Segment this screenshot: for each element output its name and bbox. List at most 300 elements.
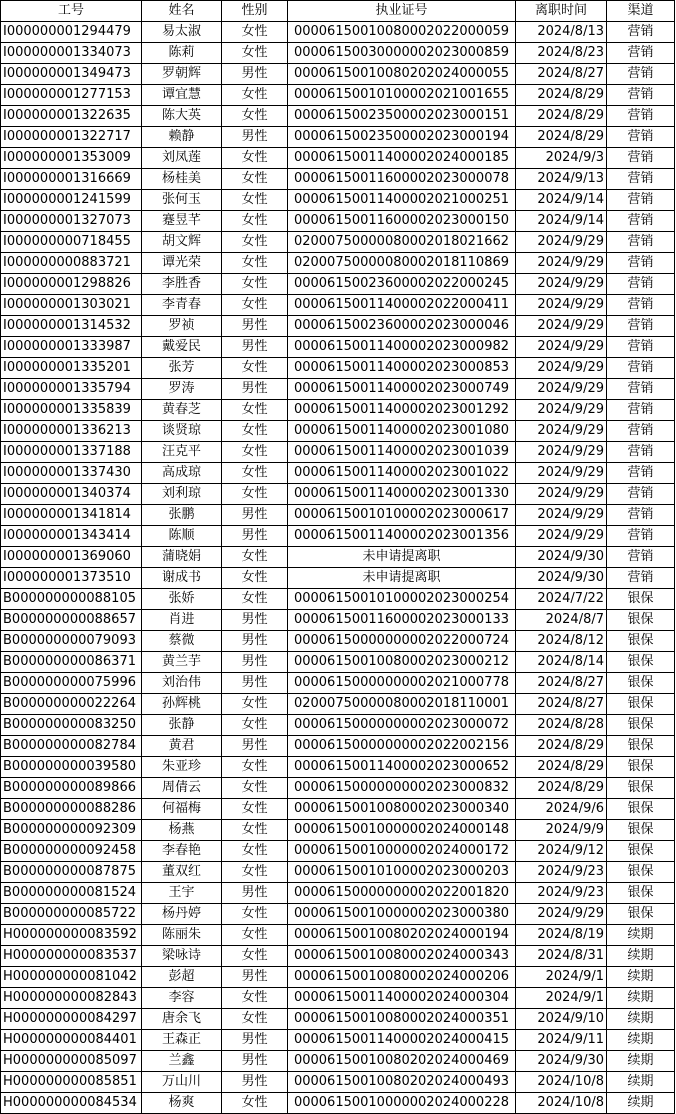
channel-cell: 营销 <box>607 169 675 190</box>
resign-date-cell: 2024/9/1 <box>516 988 607 1009</box>
employee-id-cell: I000000001335794 <box>1 379 142 400</box>
header-channel: 渠道 <box>607 1 675 22</box>
gender-cell: 女性 <box>222 295 288 316</box>
channel-cell: 营销 <box>607 295 675 316</box>
channel-cell: 营销 <box>607 232 675 253</box>
name-cell: 彭超 <box>142 967 222 988</box>
license-number-cell: 未申请提离职 <box>288 568 516 589</box>
employee-id-cell: I000000001334073 <box>1 43 142 64</box>
employee-id-cell: B000000000085722 <box>1 904 142 925</box>
channel-cell: 银保 <box>607 652 675 673</box>
license-number-cell: 00006150011600002023000078 <box>288 169 516 190</box>
name-cell: 蒲晓娟 <box>142 547 222 568</box>
name-cell: 张芳 <box>142 358 222 379</box>
channel-cell: 银保 <box>607 820 675 841</box>
gender-cell: 女性 <box>222 547 288 568</box>
table-row <box>1 211 675 232</box>
employee-id-cell: I000000001337188 <box>1 442 142 463</box>
resign-date-cell: 2024/8/28 <box>516 715 607 736</box>
name-cell: 杨爽 <box>142 1093 222 1114</box>
gender-cell: 男性 <box>222 316 288 337</box>
resign-date-cell: 2024/8/29 <box>516 736 607 757</box>
employee-id-cell: B000000000022264 <box>1 694 142 715</box>
employee-id-cell: I000000001322635 <box>1 106 142 127</box>
channel-cell: 营销 <box>607 505 675 526</box>
employee-id-cell: I000000001298826 <box>1 274 142 295</box>
table-row <box>1 631 675 652</box>
channel-cell: 营销 <box>607 337 675 358</box>
table-row <box>1 85 675 106</box>
license-number-cell: 未申请提离职 <box>288 547 516 568</box>
gender-cell: 女性 <box>222 841 288 862</box>
table-row <box>1 463 675 484</box>
gender-cell: 女性 <box>222 862 288 883</box>
license-number-cell: 00006150010000002023000380 <box>288 904 516 925</box>
table-row <box>1 568 675 589</box>
name-cell: 赖静 <box>142 127 222 148</box>
name-cell: 王宇 <box>142 883 222 904</box>
employee-id-cell: I000000000718455 <box>1 232 142 253</box>
resign-date-cell: 2024/9/29 <box>516 421 607 442</box>
employee-id-cell: H000000000084401 <box>1 1030 142 1051</box>
license-number-cell: 00006150011400002023001022 <box>288 463 516 484</box>
table-row <box>1 736 675 757</box>
resign-date-cell: 2024/8/14 <box>516 652 607 673</box>
name-cell: 刘治伟 <box>142 673 222 694</box>
employee-id-cell: H000000000083537 <box>1 946 142 967</box>
table-row <box>1 904 675 925</box>
gender-cell: 女性 <box>222 694 288 715</box>
name-cell: 陈大英 <box>142 106 222 127</box>
resign-date-cell: 2024/9/29 <box>516 295 607 316</box>
employee-id-cell: I000000001314532 <box>1 316 142 337</box>
license-number-cell: 00006150011400002023001330 <box>288 484 516 505</box>
gender-cell: 女性 <box>222 232 288 253</box>
table-row <box>1 1030 675 1051</box>
name-cell: 朱亚珍 <box>142 757 222 778</box>
resign-date-cell: 2024/9/3 <box>516 148 607 169</box>
gender-cell: 女性 <box>222 253 288 274</box>
name-cell: 刘凤莲 <box>142 148 222 169</box>
resign-date-cell: 2024/9/29 <box>516 904 607 925</box>
name-cell: 何福梅 <box>142 799 222 820</box>
table-row <box>1 673 675 694</box>
license-number-cell: 02000750000080002018110869 <box>288 253 516 274</box>
name-cell: 陈丽朱 <box>142 925 222 946</box>
employee-id-cell: I000000001349473 <box>1 64 142 85</box>
name-cell: 杨燕 <box>142 820 222 841</box>
gender-cell: 男性 <box>222 631 288 652</box>
channel-cell: 营销 <box>607 442 675 463</box>
license-number-cell: 02000750000080002018110001 <box>288 694 516 715</box>
employee-id-cell: I000000001316669 <box>1 169 142 190</box>
employee-id-cell: B000000000092309 <box>1 820 142 841</box>
channel-cell: 银保 <box>607 862 675 883</box>
header-employee-id: 工号 <box>1 1 142 22</box>
gender-cell: 女性 <box>222 169 288 190</box>
employee-id-cell: H000000000081042 <box>1 967 142 988</box>
gender-cell: 女性 <box>222 421 288 442</box>
license-number-cell: 00006150011400002023001292 <box>288 400 516 421</box>
channel-cell: 银保 <box>607 757 675 778</box>
name-cell: 黄君 <box>142 736 222 757</box>
resign-date-cell: 2024/9/6 <box>516 799 607 820</box>
resign-date-cell: 2024/9/14 <box>516 190 607 211</box>
gender-cell: 男性 <box>222 64 288 85</box>
gender-cell: 女性 <box>222 988 288 1009</box>
table-row <box>1 1051 675 1072</box>
employee-id-cell: B000000000088657 <box>1 610 142 631</box>
employee-id-cell: I000000001341814 <box>1 505 142 526</box>
channel-cell: 续期 <box>607 925 675 946</box>
resign-date-cell: 2024/8/13 <box>516 22 607 43</box>
name-cell: 梁咏诗 <box>142 946 222 967</box>
channel-cell: 续期 <box>607 967 675 988</box>
resign-date-cell: 2024/8/27 <box>516 694 607 715</box>
license-number-cell: 00006150010000002024000148 <box>288 820 516 841</box>
table-row <box>1 1009 675 1030</box>
table-row <box>1 127 675 148</box>
channel-cell: 营销 <box>607 400 675 421</box>
name-cell: 张娇 <box>142 589 222 610</box>
gender-cell: 女性 <box>222 925 288 946</box>
gender-cell: 女性 <box>222 463 288 484</box>
header-license-number: 执业证号 <box>288 1 516 22</box>
gender-cell: 女性 <box>222 1093 288 1114</box>
resign-date-cell: 2024/9/30 <box>516 547 607 568</box>
channel-cell: 营销 <box>607 22 675 43</box>
channel-cell: 营销 <box>607 106 675 127</box>
channel-cell: 营销 <box>607 253 675 274</box>
employee-id-cell: B000000000086371 <box>1 652 142 673</box>
channel-cell: 营销 <box>607 64 675 85</box>
table-row <box>1 841 675 862</box>
name-cell: 罗涛 <box>142 379 222 400</box>
license-number-cell: 00006150011400002021000251 <box>288 190 516 211</box>
channel-cell: 续期 <box>607 1009 675 1030</box>
license-number-cell: 00006150010080002023000340 <box>288 799 516 820</box>
name-cell: 蹇昱芊 <box>142 211 222 232</box>
name-cell: 李青春 <box>142 295 222 316</box>
resign-date-cell: 2024/8/29 <box>516 778 607 799</box>
employee-id-cell: B000000000039580 <box>1 757 142 778</box>
channel-cell: 营销 <box>607 463 675 484</box>
resign-date-cell: 2024/9/29 <box>516 358 607 379</box>
employee-id-cell: I000000001294479 <box>1 22 142 43</box>
gender-cell: 女性 <box>222 442 288 463</box>
gender-cell: 男性 <box>222 337 288 358</box>
gender-cell: 女性 <box>222 190 288 211</box>
employee-id-cell: I000000001343414 <box>1 526 142 547</box>
header-name: 姓名 <box>142 1 222 22</box>
license-number-cell: 00006150000000002022001820 <box>288 883 516 904</box>
employee-id-cell: I000000001353009 <box>1 148 142 169</box>
resign-date-cell: 2024/9/29 <box>516 274 607 295</box>
license-number-cell: 00006150010000002024000228 <box>288 1093 516 1114</box>
channel-cell: 续期 <box>607 988 675 1009</box>
table-row <box>1 862 675 883</box>
gender-cell: 女性 <box>222 904 288 925</box>
license-number-cell: 00006150010080202024000055 <box>288 64 516 85</box>
table-row <box>1 715 675 736</box>
license-number-cell: 00006150000000002022002156 <box>288 736 516 757</box>
table-row <box>1 778 675 799</box>
license-number-cell: 00006150011400002023001080 <box>288 421 516 442</box>
employee-id-cell: H000000000085097 <box>1 1051 142 1072</box>
employee-id-cell: B000000000087875 <box>1 862 142 883</box>
employee-id-cell: I000000001340374 <box>1 484 142 505</box>
license-number-cell: 00006150010080002022000059 <box>288 22 516 43</box>
channel-cell: 银保 <box>607 631 675 652</box>
license-number-cell: 00006150010080002024000343 <box>288 946 516 967</box>
resign-date-cell: 2024/8/31 <box>516 946 607 967</box>
employee-id-cell: B000000000089866 <box>1 778 142 799</box>
channel-cell: 营销 <box>607 274 675 295</box>
header-row <box>1 1 675 22</box>
name-cell: 刘利琼 <box>142 484 222 505</box>
table-row <box>1 946 675 967</box>
gender-cell: 女性 <box>222 715 288 736</box>
table-row <box>1 22 675 43</box>
gender-cell: 女性 <box>222 757 288 778</box>
table-row <box>1 925 675 946</box>
gender-cell: 女性 <box>222 799 288 820</box>
gender-cell: 女性 <box>222 589 288 610</box>
employee-id-cell: B000000000079093 <box>1 631 142 652</box>
license-number-cell: 00006150011400002024000415 <box>288 1030 516 1051</box>
channel-cell: 营销 <box>607 379 675 400</box>
license-number-cell: 00006150010100002023000617 <box>288 505 516 526</box>
table-row <box>1 694 675 715</box>
channel-cell: 续期 <box>607 1093 675 1114</box>
channel-cell: 营销 <box>607 148 675 169</box>
resign-date-cell: 2024/8/27 <box>516 64 607 85</box>
name-cell: 罗朝辉 <box>142 64 222 85</box>
channel-cell: 续期 <box>607 1072 675 1093</box>
gender-cell: 男性 <box>222 379 288 400</box>
name-cell: 黄兰芋 <box>142 652 222 673</box>
gender-cell: 女性 <box>222 946 288 967</box>
name-cell: 周倩云 <box>142 778 222 799</box>
resign-date-cell: 2024/9/14 <box>516 211 607 232</box>
channel-cell: 银保 <box>607 799 675 820</box>
employee-id-cell: I000000001241599 <box>1 190 142 211</box>
table-row <box>1 169 675 190</box>
channel-cell: 续期 <box>607 946 675 967</box>
table-row <box>1 526 675 547</box>
table-row <box>1 757 675 778</box>
name-cell: 胡文辉 <box>142 232 222 253</box>
gender-cell: 男性 <box>222 1030 288 1051</box>
license-number-cell: 00006150011600002023000150 <box>288 211 516 232</box>
gender-cell: 女性 <box>222 106 288 127</box>
header-resign-date: 离职时间 <box>516 1 607 22</box>
employee-id-cell: B000000000088286 <box>1 799 142 820</box>
employee-id-cell: H000000000084297 <box>1 1009 142 1030</box>
resign-date-cell: 2024/9/29 <box>516 379 607 400</box>
resign-date-cell: 2024/8/12 <box>516 631 607 652</box>
employee-id-cell: H000000000084534 <box>1 1093 142 1114</box>
table-row <box>1 820 675 841</box>
name-cell: 谢成书 <box>142 568 222 589</box>
employee-id-cell: I000000001333987 <box>1 337 142 358</box>
table-row <box>1 988 675 1009</box>
gender-cell: 男性 <box>222 526 288 547</box>
employee-id-cell: B000000000092458 <box>1 841 142 862</box>
table-row <box>1 337 675 358</box>
name-cell: 李胜香 <box>142 274 222 295</box>
gender-cell: 女性 <box>222 1009 288 1030</box>
employee-id-cell: I000000001337430 <box>1 463 142 484</box>
table-row <box>1 106 675 127</box>
gender-cell: 男性 <box>222 736 288 757</box>
table-row <box>1 1093 675 1114</box>
license-number-cell: 00006150011400002022000411 <box>288 295 516 316</box>
table-row <box>1 232 675 253</box>
license-number-cell: 00006150010080202024000493 <box>288 1072 516 1093</box>
resign-date-cell: 2024/9/10 <box>516 1009 607 1030</box>
employee-id-cell: I000000001336213 <box>1 421 142 442</box>
employee-id-cell: H000000000085851 <box>1 1072 142 1093</box>
employee-id-cell: I000000001322717 <box>1 127 142 148</box>
license-number-cell: 00006150010100002023000254 <box>288 589 516 610</box>
resign-date-cell: 2024/9/29 <box>516 505 607 526</box>
license-number-cell: 00006150011400002023001039 <box>288 442 516 463</box>
resign-date-cell: 2024/8/27 <box>516 673 607 694</box>
resign-date-cell: 2024/9/1 <box>516 967 607 988</box>
channel-cell: 银保 <box>607 589 675 610</box>
channel-cell: 营销 <box>607 211 675 232</box>
table-row <box>1 400 675 421</box>
gender-cell: 男性 <box>222 967 288 988</box>
license-number-cell: 00006150011400002023000749 <box>288 379 516 400</box>
gender-cell: 男性 <box>222 1072 288 1093</box>
resign-date-cell: 2024/8/23 <box>516 43 607 64</box>
name-cell: 唐余飞 <box>142 1009 222 1030</box>
channel-cell: 银保 <box>607 883 675 904</box>
license-number-cell: 00006150010080202024000194 <box>288 925 516 946</box>
gender-cell: 男性 <box>222 883 288 904</box>
channel-cell: 银保 <box>607 904 675 925</box>
gender-cell: 女性 <box>222 778 288 799</box>
channel-cell: 营销 <box>607 484 675 505</box>
table-row <box>1 610 675 631</box>
resign-date-cell: 2024/8/29 <box>516 127 607 148</box>
employee-id-cell: B000000000075996 <box>1 673 142 694</box>
resign-date-cell: 2024/8/29 <box>516 757 607 778</box>
name-cell: 黄春芝 <box>142 400 222 421</box>
license-number-cell: 00006150011400002023000652 <box>288 757 516 778</box>
table-row <box>1 295 675 316</box>
gender-cell: 女性 <box>222 358 288 379</box>
channel-cell: 营销 <box>607 127 675 148</box>
table-row <box>1 505 675 526</box>
license-number-cell: 00006150011400002023000853 <box>288 358 516 379</box>
table-row <box>1 316 675 337</box>
license-number-cell: 00006150011600002023000133 <box>288 610 516 631</box>
table-row <box>1 148 675 169</box>
license-number-cell: 00006150023600002023000046 <box>288 316 516 337</box>
channel-cell: 银保 <box>607 841 675 862</box>
table-row <box>1 274 675 295</box>
channel-cell: 营销 <box>607 190 675 211</box>
resign-date-cell: 2024/9/29 <box>516 484 607 505</box>
channel-cell: 营销 <box>607 568 675 589</box>
license-number-cell: 00006150023500002023000194 <box>288 127 516 148</box>
resign-date-cell: 2024/9/23 <box>516 862 607 883</box>
license-number-cell: 00006150011400002024000304 <box>288 988 516 1009</box>
gender-cell: 女性 <box>222 274 288 295</box>
employee-id-cell: I000000001303021 <box>1 295 142 316</box>
license-number-cell: 00006150023600002022000245 <box>288 274 516 295</box>
license-number-cell: 00006150010080002023000212 <box>288 652 516 673</box>
license-number-cell: 00006150010080002024000351 <box>288 1009 516 1030</box>
resign-date-cell: 2024/9/29 <box>516 232 607 253</box>
channel-cell: 营销 <box>607 526 675 547</box>
license-number-cell: 00006150000000002023000072 <box>288 715 516 736</box>
license-number-cell: 00006150010100002021001655 <box>288 85 516 106</box>
gender-cell: 女性 <box>222 820 288 841</box>
gender-cell: 女性 <box>222 148 288 169</box>
resign-date-cell: 2024/9/29 <box>516 253 607 274</box>
license-number-cell: 00006150030000002023000859 <box>288 43 516 64</box>
channel-cell: 银保 <box>607 778 675 799</box>
name-cell: 杨桂美 <box>142 169 222 190</box>
gender-cell: 女性 <box>222 85 288 106</box>
name-cell: 孙辉桃 <box>142 694 222 715</box>
resign-date-cell: 2024/9/23 <box>516 883 607 904</box>
employee-id-cell: B000000000082784 <box>1 736 142 757</box>
employee-id-cell: H000000000082843 <box>1 988 142 1009</box>
channel-cell: 营销 <box>607 43 675 64</box>
table-row <box>1 43 675 64</box>
resign-date-cell: 2024/9/9 <box>516 820 607 841</box>
channel-cell: 续期 <box>607 1051 675 1072</box>
license-number-cell: 00006150010080002024000206 <box>288 967 516 988</box>
gender-cell: 男性 <box>222 652 288 673</box>
channel-cell: 营销 <box>607 316 675 337</box>
table-body <box>1 22 675 1114</box>
gender-cell: 女性 <box>222 211 288 232</box>
employee-id-cell: I000000000883721 <box>1 253 142 274</box>
license-number-cell: 00006150000000002021000778 <box>288 673 516 694</box>
employee-id-cell: I000000001335201 <box>1 358 142 379</box>
name-cell: 张静 <box>142 715 222 736</box>
channel-cell: 银保 <box>607 694 675 715</box>
employee-id-cell: B000000000088105 <box>1 589 142 610</box>
name-cell: 蔡微 <box>142 631 222 652</box>
license-number-cell: 00006150011400002023000982 <box>288 337 516 358</box>
resign-date-cell: 2024/8/29 <box>516 106 607 127</box>
name-cell: 杨丹婷 <box>142 904 222 925</box>
table-row <box>1 379 675 400</box>
gender-cell: 男性 <box>222 127 288 148</box>
table-row <box>1 190 675 211</box>
gender-cell: 女性 <box>222 22 288 43</box>
name-cell: 兰鑫 <box>142 1051 222 1072</box>
name-cell: 李春艳 <box>142 841 222 862</box>
name-cell: 张鹏 <box>142 505 222 526</box>
name-cell: 陈莉 <box>142 43 222 64</box>
table-row <box>1 967 675 988</box>
resign-date-cell: 2024/9/29 <box>516 400 607 421</box>
gender-cell: 女性 <box>222 43 288 64</box>
license-number-cell: 00006150010000002024000172 <box>288 841 516 862</box>
resign-date-cell: 2024/9/30 <box>516 568 607 589</box>
resign-date-cell: 2024/7/22 <box>516 589 607 610</box>
resign-date-cell: 2024/9/30 <box>516 1051 607 1072</box>
license-number-cell: 00006150000000002022000724 <box>288 631 516 652</box>
